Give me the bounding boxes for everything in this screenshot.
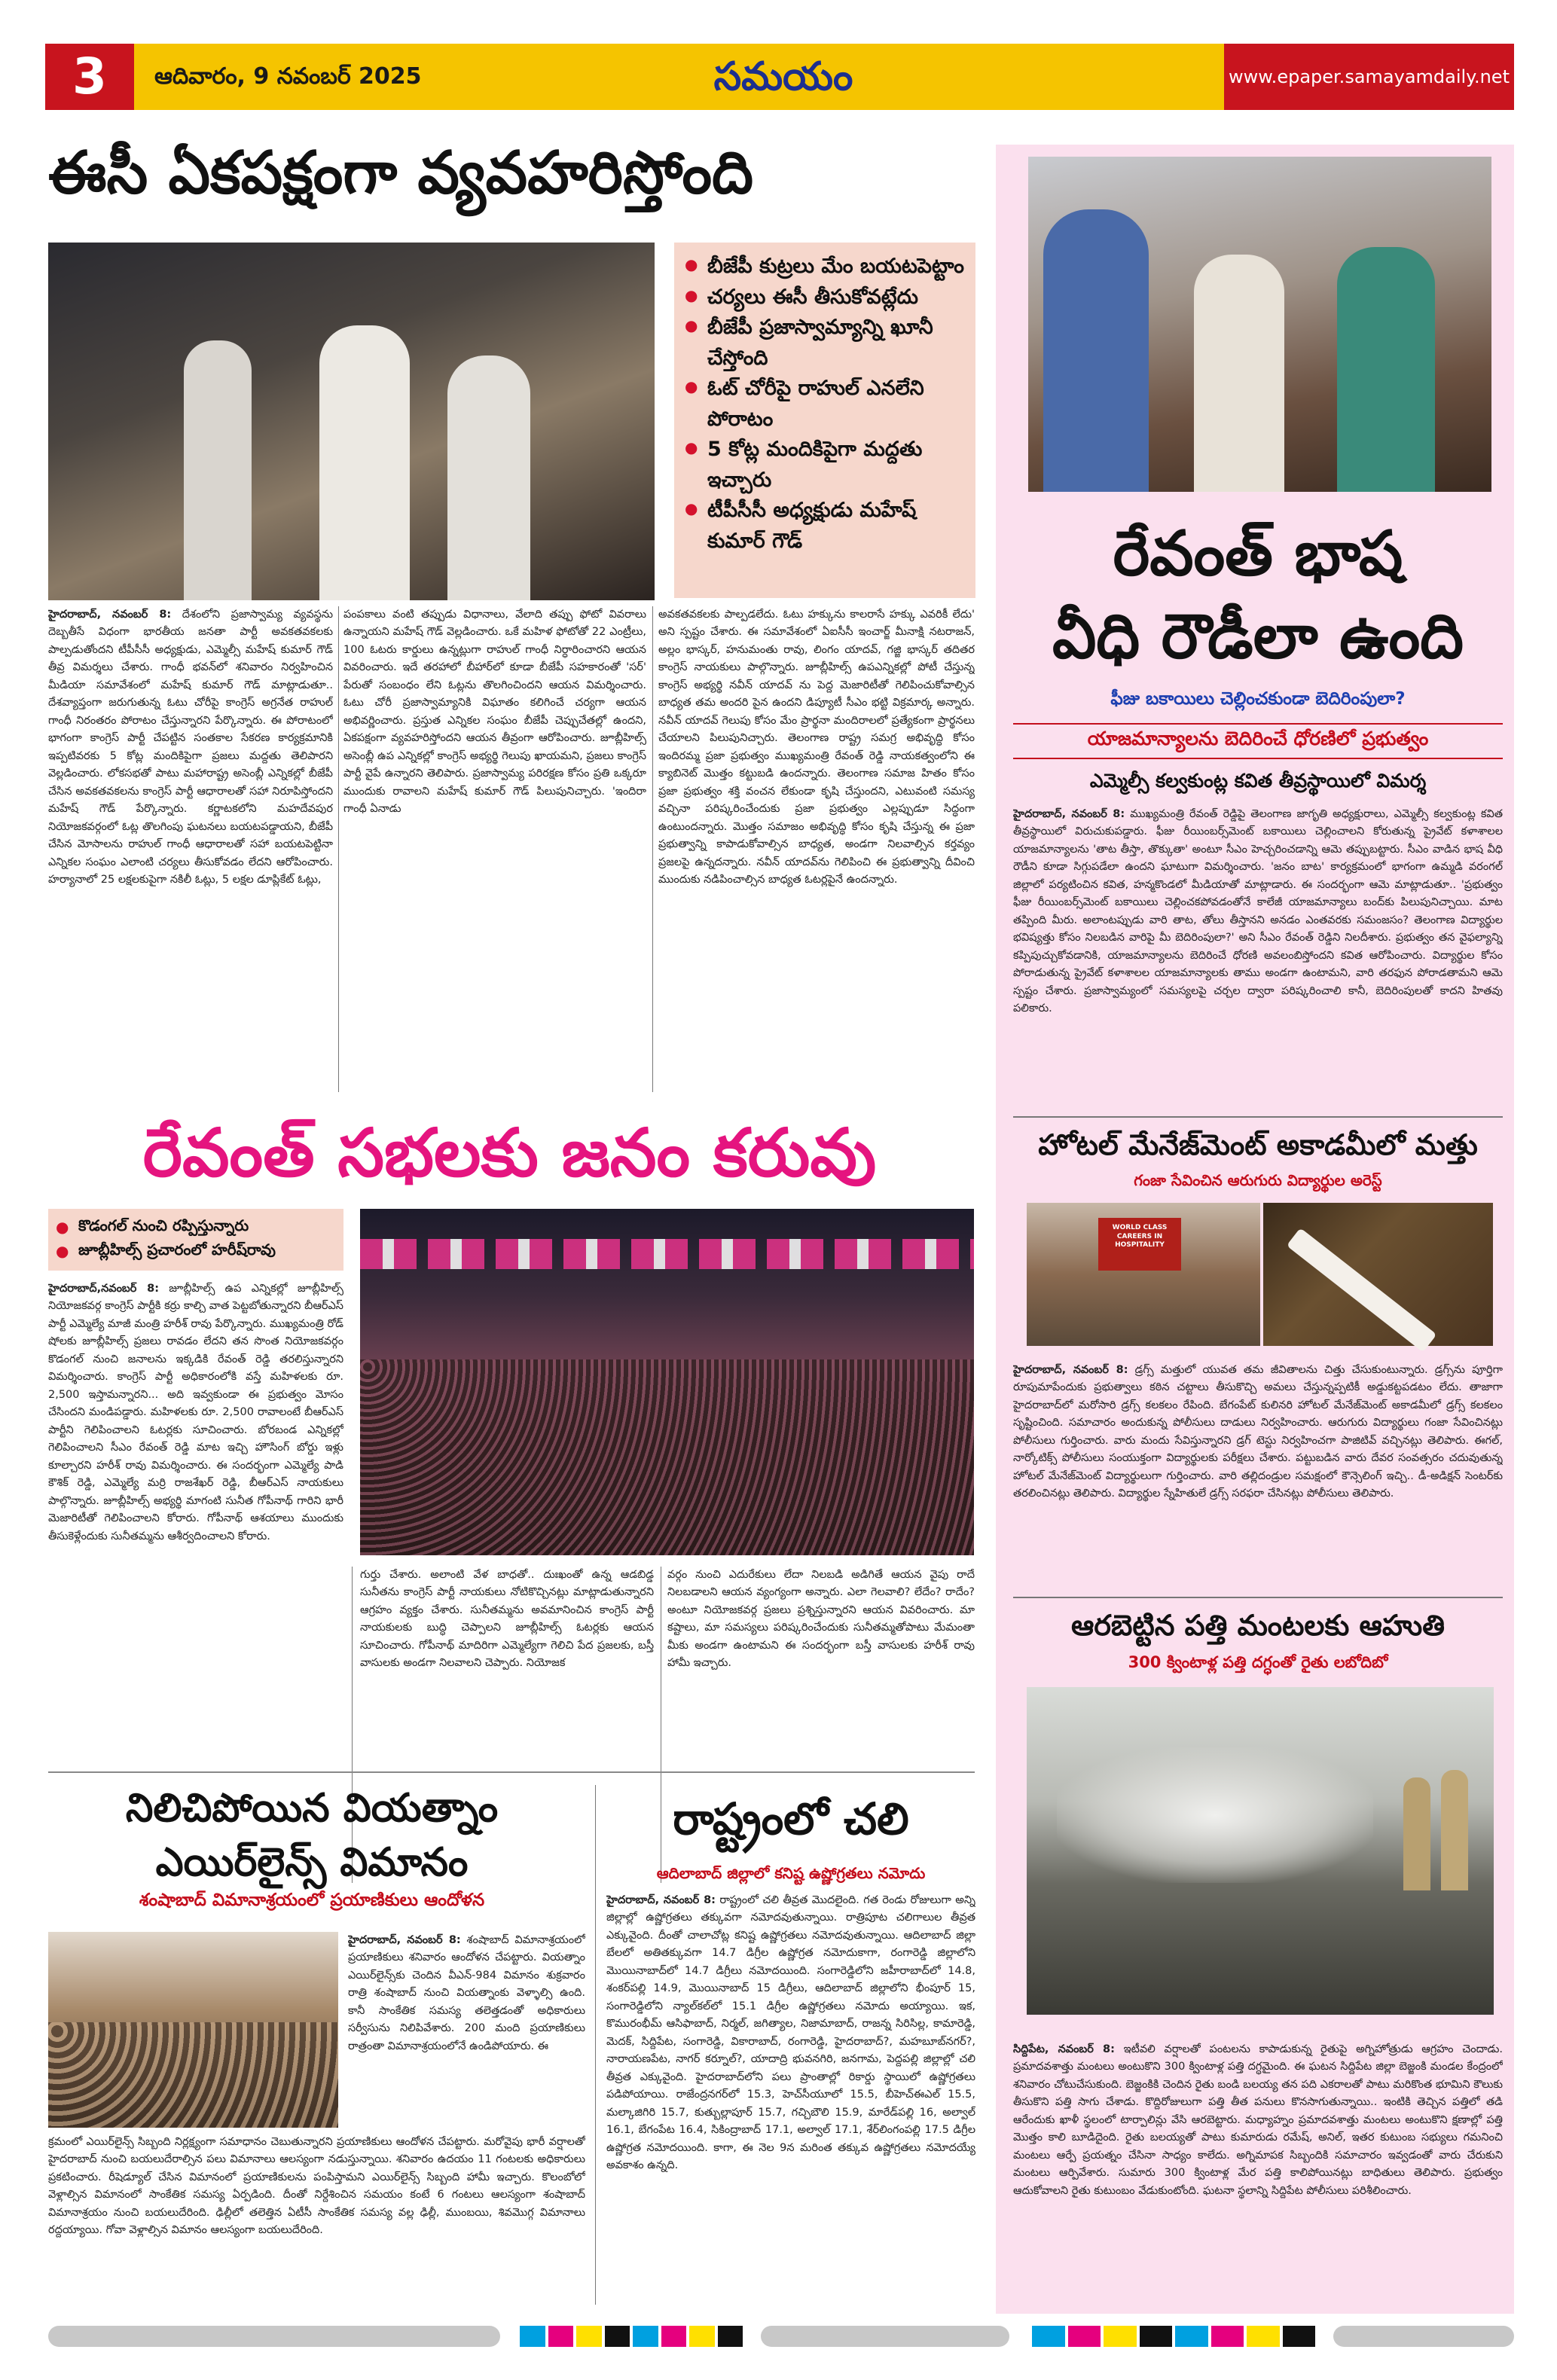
color-swatch [576, 2326, 602, 2347]
story3-subhead-3: ఎమ్మెల్సీ కల్వకుంట్ల కవిత తీవ్రస్థాయిలో విమర్శ [1089, 770, 1427, 792]
color-swatch [520, 2326, 545, 2347]
color-swatch [1175, 2326, 1208, 2347]
story6-text-1: శంషాబాద్ విమానాశ్రయంలో ప్రయాణికులు శనివారం ఆందోళన చేపట్టారు. వియత్నాం ఎయిర్‌లైన్స్‌కు చెందిన వీఎన్-984 విమానం శుక్రవారం రాత్రి శంషాబాద్ నుంచి వియత్నాంకు వెళ్ళాల్సి ఉంది. కానీ సాంకేతిక సమస్య తలెత్తడంతో అధికారులు సర్వీసును నిలిపివేశారు. 200 మంది ప్రయాణికులు రాత్రంతా విమానాశ్రయంలోనే ఉండిపోయారు. ఈ [348, 1934, 585, 2052]
footer-bar-left [48, 2326, 500, 2347]
photo-figure [1043, 209, 1149, 492]
story1-column-2 [343, 606, 646, 1096]
dateline: హైదరాబాద్, నవంబర్ 8: [348, 1934, 461, 1946]
paper-logo: సమయం [713, 53, 853, 99]
page-number: 3 [45, 44, 134, 110]
photo-joint [1287, 1228, 1437, 1352]
story3-headline [1013, 512, 1503, 678]
story3-body [1013, 806, 1503, 1115]
story7-text: రాష్ట్రంలో చలి తీవ్రత మొదలైంది. గత రెండు రోజులుగా అన్ని జిల్లాల్లో ఉష్ణోగ్రతలు తక్కువగా నమోదవుతున్నాయి. రాత్రిపూట చలిగాలుల తీవ్రత ఎక్కువైంది. దీంతో చాలాచోట్ల కనిష్ట ఉష్ణోగ్రతలు నమోదవుతున్నాయి. ఆదిలాబాద్ జిల్లా బేలలో అతితక్కువగా 14.7 డిగ్రీల ఉష్ణోగ్రత నమోదుకాగా, రంగారెడ్డి జిల్లాలోని మొయినాబాద్‌లో 14.7 డిగ్రీలు నమోదయింది. సంగారెడ్డిలోని జహీరాబాద్‌లో 14.8, శంకర్‌పల్లి 14.9, మొయినాబాద్ 15 డిగ్రీలు, ఆదిలాబాద్ జిల్లాలోని భీంపూర్‌ 15, సంగారెడ్డిలోని న్యాల్‌కల్‌లో 15.1 డిగ్రీల ఉష్ణోగ్రతలు నమోదు అయ్యాయి. ఇక, కొమురంభీమ్ ఆసిఫాబాద్, నిర్మల్, జగిత్యాల, నిజామాబాద్, రాజన్న సిరిసిల్ల, కామారెడ్డి, మెదక్, సిద్దిపేట, సంగారెడ్డి, వికారాబాద్, రంగారెడ్డి, హైదరాబాద్?, మహబూబ్‌నగర్?, నారాయణపేట, నాగర్ కర్నూల్?, యాదాద్రి భువనగిరి, జనగామ, పెద్దపల్లి జిల్లాల్లో చలి తీవ్రత ఎక్కువైంది. హైదరాబాద్‌లోని పలు ప్రాంతాల్లో రికార్డు స్థాయిలో ఉష్ణోగ్రతలు పడిపోయాయి. రాజేంద్రనగర్‌లో 15.3, హెచ్‌సీయూలో 15.5, బీహెచ్‌ఈఎల్‌ 15.5, మల్కాజిగిరి 15.7, కుత్బుల్లాపూర్ 15.7, గచ్చిబౌలి 15.9, మారేడ్‌పల్లి 16, అల్వాల్ 16.1, బేగంపేట 16.4, సికింద్రాబాద్ 17.1, అల్వాల్ 17.1, శేర్‌లింగంపల్లి 17.5 డిగ్రీల ఉష్ణోగ్రత నమోదయింది. కాగా, ఈ నెల 9న మరింత తక్కువ ఉష్ణోగ్రతలు నమోదయ్యే అవకాశం ఉన్నది. [606, 1894, 975, 2172]
bullet-item: ● బీజేపీ కుట్రలు మేం బయటపెట్టాం [685, 252, 965, 282]
story1-bullets [685, 252, 965, 557]
story2-bullets [56, 1213, 336, 1262]
footer-bar-right [1333, 2326, 1514, 2347]
story2-text-2: గుర్తు చేశారు. అలాంటి వేళ బాధతో.. దుఃఖంతో ఉన్న ఆడబిడ్డ సునీతను కాంగ్రెస్ పార్టీ నాయకులు నోటికొచ్చినట్లు మాట్లాడుతున్నారని ఆగ్రహం వ్యక్తం చేశారు. సునీతమ్మను అవమానించిన కాంగ్రెస్ పార్టీ నాయకులకు బుద్ధి చెప్పాలని జూబ్లీహిల్స్ ఓటర్లకు ఆయన సూచించారు. గోపీనాథ్ మాదిరిగా ఎమ్మెల్యేగా గెలిచి పేద ప్రజలకు, బస్తీ వాసులకు అండగా నిలవాలని చెప్పారు. నియోజక [360, 1569, 654, 1670]
color-swatch [605, 2326, 630, 2347]
color-swatch [1140, 2326, 1173, 2347]
story1-photo [48, 243, 655, 600]
story2-photo [360, 1209, 974, 1555]
story6-headline [48, 1781, 575, 1890]
bullet-item: ● ఓట్ చోరీపై రాహుల్ ఎనలేని పోరాటం [685, 374, 965, 435]
story4-text: డ్రగ్స్ మత్తులో యువత తమ జీవితాలను చిత్తు చేసుకుంటున్నారు. డ్రగ్స్‌ను పూర్తిగా రూపుమాపేందుకు ప్రభుత్వాలు కఠిన చట్టాలు తీసుకొచ్చి అమలు చేస్తున్నప్పటికీ అడ్డుకట్టపడటం లేదు. తాజాగా హైదరాబాద్‌లో మరోసారి డ్రగ్స్ కలకలం రేపింది. బేగంపేట్ కులినరి హోటల్ మేనేజ్‌మెంట్ అకాడమీలో డ్రగ్స్ కలకలం సృష్టించింది. సమాచారం అందుకున్న పోలీసులు దాడులు నిర్వహించారు. ఆరుగురు విద్యార్థులు గంజా సేవించినట్లు పోలీసులు గుర్తించారు. వారు మందు సేవిస్తున్నారని డ్రగ్ టెస్టు నిర్వహించగా పాజిటివ్ వచ్చినట్లు తెలిపారు. ఈగల్, నార్కోటిక్స్ పోలీసులు సంయుక్తంగా విద్యార్థులకు పరీక్షలు చేశారు. పట్టుబడిన వారు దేవర సంవత్సరం చదువుతున్న హోటల్ మేనేజ్‌మెంట్ విద్యార్థులుగా గుర్తించారు. వారి తల్లిదండ్రుల సమక్షంలో కౌన్సెలింగ్ ఇచ్చి.. డీ-అడిక్షన్ సెంటర్‌కు తరలించినట్లు తెలిపారు. విద్యార్థుల స్నేహితులే డ్రగ్స్ సరఫరా చేసినట్లు పోలీసులు తెలిపారు. [1013, 1364, 1503, 1500]
photo-bunting [360, 1239, 974, 1269]
story1-text-3: అవకతవకలకు పాల్పడలేదు. ఓటు హక్కును కాలరాసే హక్కు ఎవరికీ లేదు' అని స్పష్టం చేశారు. ఈ సమావేశంలో ఏఐసీసీ ఇంచార్జ్ మీనాక్షి నటరాజన్, అల్లం భాస్కర్, హనుమంతు రావు, లింగం యాదవ్, గజ్జి భాస్కర్ తదితర కాంగ్రెస్ నాయకులు పాల్గొన్నారు. జూబ్లీహిల్స్ ఉపఎన్నికల్లో పోటీ చేస్తున్న కాంగ్రెస్ అభ్యర్థి నవీన్ యాదవ్ ను పెద్ద మెజారిటీతో గెలిపించుకోవాల్సిన బాధ్యత తమ అందరి పైన ఉందని డిప్యూటీ సీఎం భట్టి విక్రమార్క అన్నారు. నవీన్ యాదవ్ గెలుపు కోసం మేం ప్రార్థనా మందిరాలలో ప్రత్యేకంగా ప్రార్థనలు చేయాలని పిలుపునిచ్చారు. తెలంగాణ రాష్ట్ర సమగ్ర అభివృద్ధి కోసం ఇందిరమ్మ ప్రజా ప్రభుత్వం ముఖ్యమంత్రి రేవంత్ రెడ్డి నాయకత్వంలోని ఈ క్యాబినెట్ మొత్తం కట్టుబడి ఉందన్నారు. తెలంగాణ సమాజ హితం కోసం ప్రజా ప్రభుత్వం శక్తి వంచన లేకుండా కృషి చేస్తుందని, ఎటువంటి సమస్య వచ్చినా పరిష్కరించేందుకు ప్రజా ప్రభుత్వం ఎల్లప్పుడూ సిద్ధంగా ఉంటుందన్నారు. మొత్తం సమాజం అభివృద్ధి కోసం కృషి చేస్తున్న ఈ ప్రజా ప్రభుత్వాన్ని కాపాడుకోవాల్సిన బాధ్యత, అండగా నిలవాల్సిన కర్తవ్యం ప్రజలపై ఉన్నదన్నారు. నవీన్ యాదవ్‌ను గెలిపించి ఈ ప్రభుత్వాన్ని దీవించి ముందుకు నడిపించాల్సిన బాధ్యత ఓటర్లపైనే ఉందన్నారు. [658, 609, 975, 886]
photo-figure [1403, 1777, 1430, 1890]
bullet-item: ● జూబ్లీహిల్స్ ప్రచారంలో హరీష్‌రావు [56, 1237, 336, 1262]
story1-column-3 [658, 606, 975, 1096]
story6-subhead: శంషాబాద్ విమానాశ్రయంలో ప్రయాణికులు ఆందోళన [139, 1890, 485, 1910]
story3-headline-line-1: రేవంత్ భాష [1113, 517, 1403, 590]
issue-date: ఆదివారం, 9 నవంబర్ 2025 [154, 63, 422, 90]
dateline: హైదరాబాద్, నవంబర్ 8: [48, 609, 172, 621]
bullet-item: ● టీపీసీసీ అధ్యక్షుడు మహేష్ కుమార్ గౌడ్ [685, 496, 965, 557]
masthead [45, 44, 1514, 110]
color-swatch [1283, 2326, 1316, 2347]
story2-headline: రేవంత్ సభలకు జనం కరువు [142, 1113, 877, 1192]
dateline: హైదరాబాద్,నవంబర్ 8: [48, 1283, 159, 1295]
column-rule [652, 606, 653, 1092]
story4-photo-classroom [1027, 1203, 1260, 1346]
story4-photo-ganja [1263, 1203, 1493, 1346]
story6-photo [48, 1932, 338, 2128]
story2-text-3: వర్గం నుంచి ఎదురేకులు లేదా నిలబడి అడిగితే ఆయన వైపు రాదే నిలబడాలని ఆయన వ్యంగ్యంగా అన్నారు. ఎలా గెలవాలి? లేదేం? రాదేం? అంటూ నియోజకవర్గ ప్రజలు ప్రశ్నిస్తున్నారని ఆయన వివరించారు. మా కష్టాలు, మా సమస్యలు పరిష్కరించేందుకు సునీతమ్మతోపాటు మేమంతా మీకు అండగా ఉంటామని ఈ సందర్భంగా బస్తీ వాసులకు హరీశ్ రావు హామీ ఇచ్చారు. [667, 1569, 975, 1670]
story1-column-1 [48, 606, 333, 1096]
epaper-url[interactable]: www.epaper.samayamdaily.net [1224, 44, 1514, 110]
photo-figure [184, 340, 252, 600]
divider [1013, 1597, 1503, 1598]
story6-headline-line-2: ఎయిర్‌లైన్స్ విమానం [155, 1839, 469, 1885]
color-swatch [633, 2326, 658, 2347]
photo-figure [1337, 247, 1435, 492]
photo-figure [1194, 255, 1284, 492]
color-swatch [1104, 2326, 1137, 2347]
dateline: హైదరాబాద్, నవంబర్ 8: [1013, 808, 1125, 820]
story4-headline: హోటల్ మేనేజ్‌మెంట్ అకాడమీలో మత్తు [1038, 1127, 1478, 1161]
photo-figure [447, 355, 530, 600]
story5-subhead: 300 క్వింటాళ్ల పత్తి దగ్ధంతో రైతు లబోదిబో [1128, 1653, 1388, 1671]
color-swatch [689, 2326, 715, 2347]
story4-body [1013, 1362, 1503, 1588]
story1-bullet-box [674, 243, 975, 598]
story1-text-2: పంపకాలు వంటి తప్పుడు విధానాలు, వేలాది తప్పు ఫోటో వివరాలు ఉన్నాయని మహేష్ గౌడ్ వెల్లడించారు. ఒకే మహిళ ఫోటోతో 22 ఎంట్రీలు, 100 ఓటరు కార్డులు ఉన్నట్లుగా రాహుల్ గాంధీ నిర్ధారించారని ఆయన వివరించారు. ఇదే తరహాలో బీహార్‌లో కూడా బీజేపీ సహకారంతో 'సర్' పేరుతో సంబంధం లేని ఓట్లను తొలగించిందని ఆయన విమర్శించారు. ఓటు చోరీ ప్రజాస్వామ్యానికి విఘాతం కలిగించే చర్యగా ఆయన అభివర్ణించారు. ప్రస్తుత ఎన్నికల సంఘం బీజేపీ చెప్పుచేతల్లో ఉందని, ఏకపక్షంగా వ్యవహరిస్తోందని ఆయన తీవ్రంగా ఆరోపించారు. జూబ్లీహిల్స్ అసెంబ్లీ ఉప ఎన్నికల్లో కాంగ్రెస్ అభ్యర్థి గెలుపు ఖాయమని, ప్రజలు కాంగ్రెస్ పార్టీ వైపే ఉన్నారని తెలిపారు. ప్రజాస్వామ్య పరిరక్షణ కోసం ప్రతి ఒక్కరూ ముందుకు రావాలని మహేష్ కుమార్ గౌడ్ పిలుపునిచ్చారు. 'ఇందిరా గాంధీ ఏనాడు [343, 609, 646, 816]
divider [1013, 1116, 1503, 1118]
color-swatch [1247, 2326, 1280, 2347]
footer-bar-middle [761, 2326, 1009, 2347]
registration-colors-center [520, 2326, 746, 2347]
story7-body [606, 1892, 975, 2308]
column-rule [595, 1785, 596, 2305]
story3-headline-line-2: వీధి రౌడీలా ఉంది [1052, 600, 1464, 673]
story2-bullet-box [48, 1209, 343, 1271]
color-swatch [1032, 2326, 1065, 2347]
story3-subhead-1: ఫీజు బకాయిలు చెల్లించకుండా బెదిరింపులా? [1110, 689, 1406, 709]
story5-photo [1027, 1687, 1494, 2015]
story1-headline: ఈసీ ఏకపక్షంగా వ్యవహరిస్తోంది [48, 139, 754, 207]
color-swatch [661, 2326, 687, 2347]
story4-subhead: గంజా సేవించిన ఆరుగురు విద్యార్థుల అరెస్ట్ [1134, 1171, 1382, 1189]
photo-figure [1441, 1770, 1468, 1890]
story6-column-right [348, 1932, 585, 2131]
story5-text: ఇటీవలి వర్షాలతో పంటలను కాపాడుకున్న రైతుపై అగ్నిహోత్రుడు ఆగ్రహం చెందాడు. ప్రమాదవశాత్తు మంటలు అంటుకొని 300 క్వింటాళ్ల పత్తి దగ్ధమైంది. ఈ ఘటన సిద్దిపేట జిల్లా బెజ్జంకి మండల కేంద్రంలో శనివారం చోటుచేసుకుంది. బెజ్జంకికి చెందిన రైతు బండి బలయ్య తన పది ఎకరాలతో పాటు మరికొంత భూమిని కౌలుకు తీసుకొని పత్తి సాగు చేశాడు. కొద్దిరోజులుగా పత్తి తీత పనులు కొనసాగుతున్నాయి.. ఇంటికి తెచ్చిన పత్తిలో తడి ఆరేందుకు ఖాళీ స్థలంలో టార్పాలిన్లు వేసి ఆరబెట్టారు. మధ్యాహ్నం ప్రమాదవశాత్తు మంటలు అంటుకొని క్షణాల్లో పత్తి మొత్తం కాలి బూడిదైంది. రైతు బలయ్యతో పాటు కుమారుడు రమేష్, అనిల్, ఇతర కుటుంబ సభ్యులు గమనించి మంటలు ఆర్పే ప్రయత్నం చేసినా సాధ్యం కాలేదు. అగ్నిమాపక సిబ్బందికి సమాచారం ఇవ్వడంతో వారు చేరుకుని మంటలు ఆర్పివేశారు. సుమారు 300 క్వింటాళ్ల మేర పత్తి కాలిపోయినట్లు బాధితులు తెలిపారు. ప్రభుత్వం ఆదుకోవాలని రైతు కుటుంబం వేడుకుంటోంది. ఘటనా స్థలాన్ని సిద్దిపేట పోలీసులు పరిశీలించారు. [1013, 2043, 1503, 2197]
bullet-item: ● బీజేపీ ప్రజాస్వామ్యాన్ని ఖూనీ చేస్తోంది [685, 313, 965, 374]
story6-headline-line-1: నిలిచిపోయిన వియత్నాం [125, 1785, 499, 1831]
story6-body-bottom [48, 2134, 585, 2307]
dateline: హైదరాబాద్, నవంబర్ 8: [1013, 1364, 1128, 1376]
divider [48, 1771, 975, 1773]
story7-subhead: ఆదిలాబాద్ జిల్లాలో కనిష్ట ఉష్ణోగ్రతలు నమోదు [656, 1864, 926, 1882]
dateline: హైదరాబాద్, నవంబర్ 8: [606, 1894, 716, 1906]
photo-figure [319, 325, 410, 600]
story6-text-2: క్రమంలో ఎయిర్‌లైన్స్ సిబ్బంది నిర్లక్ష్యంగా సమాధానం చెబుతున్నారని ప్రయాణికులు ఆందోళన చేపట్టారు. మరోవైపు భారీ వర్షాలతో హైదరాబాద్ నుంచి బయలుదేరాల్సిన పలు విమానాలు ఆలస్యంగా నడుస్తున్నాయి. శనివారం ఉదయం 11 గంటలకు అధికారులు ప్రకటించారు. రీషెడ్యూల్ చేసిన విమానంలో ప్రయాణికులను పంపిస్తామని ఎయిర్‌లైన్స్ సిబ్బంది హామీ ఇచ్చారు. కొలంబోలో వెళ్లాల్సిన విమానంలో సాంకేతిక సమస్య ఏర్పడింది. దీంతో నిర్దేశించిన సమయం కంటే 6 గంటలు ఆలస్యంగా శంషాబాద్ విమానాశ్రయం నుంచి బయలుదేరింది. ఢిల్లీలో తలెత్తిన ఏటీసీ సాంకేతిక సమస్య వల్ల ఢిల్లీ, ముంబయి, శివమొగ్గ విమానాలు రద్దయ్యాయి. గోవా వెళ్లాల్సిన విమానం ఆలస్యంగా బయలుదేరింది. [48, 2136, 585, 2237]
photo-crowd [48, 2022, 338, 2128]
story5-headline: ఆరబెట్టిన పత్తి మంటలకు ఆహుతి [1071, 1608, 1445, 1642]
story7-headline: రాష్ట్రంలో చలి [673, 1793, 909, 1844]
color-swatch [1068, 2326, 1101, 2347]
story3-photo [1028, 157, 1491, 492]
color-swatch [548, 2326, 574, 2347]
story5-body [1013, 2041, 1503, 2308]
bullet-item: ● 5 కోట్ల మందికిపైగా మద్దతు ఇచ్చారు [685, 435, 965, 496]
bullet-item: ● చర్యలు ఈసీ తీసుకోవట్లేదు [685, 282, 965, 313]
story3-text: ముఖ్యమంత్రి రేవంత్ రెడ్డిపై తెలంగాణ జాగృతి అధ్యక్షురాలు, ఎమ్మెల్సీ కల్వకుంట్ల కవిత తీవ్రస్థాయిలో విరుచుకుపడ్డారు. ఫీజు రీయింబర్స్‌మెంట్ బకాయిలు చెల్లించాలని కోరుతున్న ప్రైవేట్ కళాశాలల యాజమాన్యాలను 'తాట తీస్తా, తొక్కుతా' అంటూ సీఎం హెచ్చరించడాన్ని ఆమె తప్పుబట్టారు. సీఎం వాడిన భాష వీధి రౌడీని కూడా సిగ్గుపడేలా ఉందని ఘాటుగా విమర్శించారు. 'జనం బాట' కార్యక్రమంలో భాగంగా ఉమ్మడి వరంగల్ జిల్లాలో పర్యటించిన కవిత, హన్మకొండలో మీడియాతో మాట్లాడారు. ఈ సందర్భంగా ఆమె మాట్లాడుతూ.. 'ప్రభుత్వం ఫీజు రీయింబర్స్‌మెంట్ బకాయిలు చెల్లించకపోవడంతోనే కాలేజీ యాజమాన్యాలు బంద్‌కు పిలుపునిచ్చాయి. మాట తప్పింది మీరు. అలాంటప్పుడు వారి తాట, తోలు తీస్తానని అనడం ఎంతవరకు సమంజసం? తెలంగాణ విద్యార్థుల భవిష్యత్తు కోసం నిలబడిన వారిపై మీ బెదిరింపులా?' అని సీఎం రేవంత్ రెడ్డిని నిలదీశారు. ప్రభుత్వం తన వైఫల్యాన్ని కప్పిపుచ్చుకోవడానికి, యాజమాన్యాలను బెదిరించే ధోరణి అవలంబిస్తోందని కవిత ఆరోపించారు. విద్యార్థుల కోసం పోరాడుతున్న ప్రైవేట్ కళాశాలల యాజమాన్యాలకు తాము అండగా ఉంటామని, వారి తరఫున పోరాడతామని ఆమె స్పష్టం చేశారు. ప్రజాస్వామ్యంలో సమస్యలపై చర్చల ద్వారా పరిష్కరించాలి కానీ, బెదిరింపులతో కాదని హితవు పలికారు. [1013, 808, 1503, 1015]
story1-text-1: దేశంలోని ప్రజాస్వామ్య వ్యవస్థను దెబ్బతీసే విధంగా భారతీయ జనతా పార్టీ అవకతవకలకు పాల్పడుతోందని టీపీసీసీ అధ్యక్షుడు, ఎమ్మెల్సీ మహేష్ కుమార్ గౌడ్ తీవ్ర విమర్శలు చేశారు. గాంధీ భవన్‌లో శనివారం నిర్వహించిన మీడియా సమావేశంలో మహేష్ కుమార్ గౌడ్ మాట్లాడుతూ.. దేశవ్యాప్తంగా జరుగుతున్న ఓటు చోరీపై కాంగ్రెస్ అగ్రనేత రాహుల్ గాంధీ నిరంతరం పోరాటం చేస్తున్నారని పేర్కొన్నారు. ఈ పోరాటంలో భాగంగా కాంగ్రెస్ పార్టీ చేపట్టిన సంతకాల సేకరణ కార్యక్రమానికి ఇప్పటివరకు 5 కోట్ల మందికిపైగా ప్రజలు మద్దతు తెలిపారని వెల్లడించారు. లోకసభతో పాటు మహారాష్ట్ర అసెంబ్లీ ఎన్నికల్లో బీజేపీ చేసిన అవకతవకలను కాంగ్రెస్ పార్టీ ఆధారాలతో సహా నిరూపిస్తోందని మహేష్ గౌడ్ పేర్కొన్నారు. కర్ణాటకలోని మహదేవపుర నియోజకవర్గంలో ఓట్ల తొలగింపు ఘటనలు బయటపడ్డాయని, బీజేపీ చేసిన మోసాలను రాహుల్ గాంధీ ఆధారాలతో సహా బయటపెట్టినా ఎన్నికల సంఘం ఎలాంటి చర్యలు తీసుకోవడం లేదని ఆరోపించారు. హర్యానాలో 25 లక్షలకుపైగా నకిలీ ఓట్లు, 5 లక్షల డూప్లికేట్ ఓట్లు, [48, 609, 333, 886]
story3-subhead-2: యాజమాన్యాలను బెదిరించే ధోరణిలో ప్రభుత్వం [1013, 723, 1503, 759]
dateline: సిద్దిపేట, నవంబర్ 8: [1013, 2043, 1115, 2055]
column-rule [338, 606, 339, 1092]
color-swatch [718, 2326, 743, 2347]
bullet-item: ● కొడంగల్ నుంచి రప్పిస్తున్నారు [56, 1213, 336, 1237]
photo-smoke [1057, 1747, 1373, 1883]
registration-colors-right [1032, 2326, 1318, 2347]
photo-crowd [360, 1359, 974, 1555]
photo-sign: WORLD CLASS CAREERS IN HOSPITALITY [1098, 1218, 1181, 1271]
story2-text-1: జూబ్లీహిల్స్ ఉప ఎన్నికల్లో జూబ్లీహిల్స్ నియోజకవర్గ కాంగ్రెస్ పార్టీకి కర్రు కాల్చి వాత పెట్టబోతున్నారని బీఆర్ఎస్ పార్టీ ఎమ్మెల్యే మాజీ మంత్రి హరీశ్ రావు పేర్కొన్నారు. ముఖ్యమంత్రి రోడ్ షోలకు జూబ్లీహిల్స్ ప్రజలు రావడం లేదని తన సొంత నియోజకవర్గం కొడంగల్ నుంచి జనాలను ఇక్కడికి రేవంత్ రెడ్డి తరలిస్తున్నారని విమర్శించారు. కాంగ్రెస్ పార్టీ అధికారంలోకి వస్తే మహిళలకు రూ. 2,500 ఇస్తామన్నారని... అది ఇవ్వకుండా ఈ ప్రభుత్వం మోసం చేసిందని మండిపడ్డారు. మహిళలకు రూ. 2,500 రావాలంటే బీఆర్ఎస్ పార్టీని గెలిపించాలని ఓటర్లకు సూచించారు. బోరబండ ఎన్నికల్లో గెలిపించాలని సీఎం రేవంత్ రెడ్డి మాట ఇచ్చి హౌసింగ్ బోర్డు ఇళ్లు కూల్చారని హరీశ్ రావు విమర్శించారు. ఈ సందర్భంగా ఎమ్మెల్యే పాడి కౌశిక్ రెడ్డి, ఎమ్మెల్యే మర్రి రాజశేఖర్ రెడ్డి, బీఆర్ఎస్ నాయకులు పాల్గొన్నారు. జూబ్లీహిల్స్ అభ్యర్థి మాగంటి సునీత గోపీనాథ్ గారిని భారీ మెజారిటీతో గెలిపించాలని కోరారు. గోపీనాథ్ ఆశయాలు ముందుకు తీసుకెళ్లేందుకు సునీతమ్మను ఆశీర్వదించాలని కోరారు. [48, 1283, 343, 1542]
color-swatch [1211, 2326, 1244, 2347]
